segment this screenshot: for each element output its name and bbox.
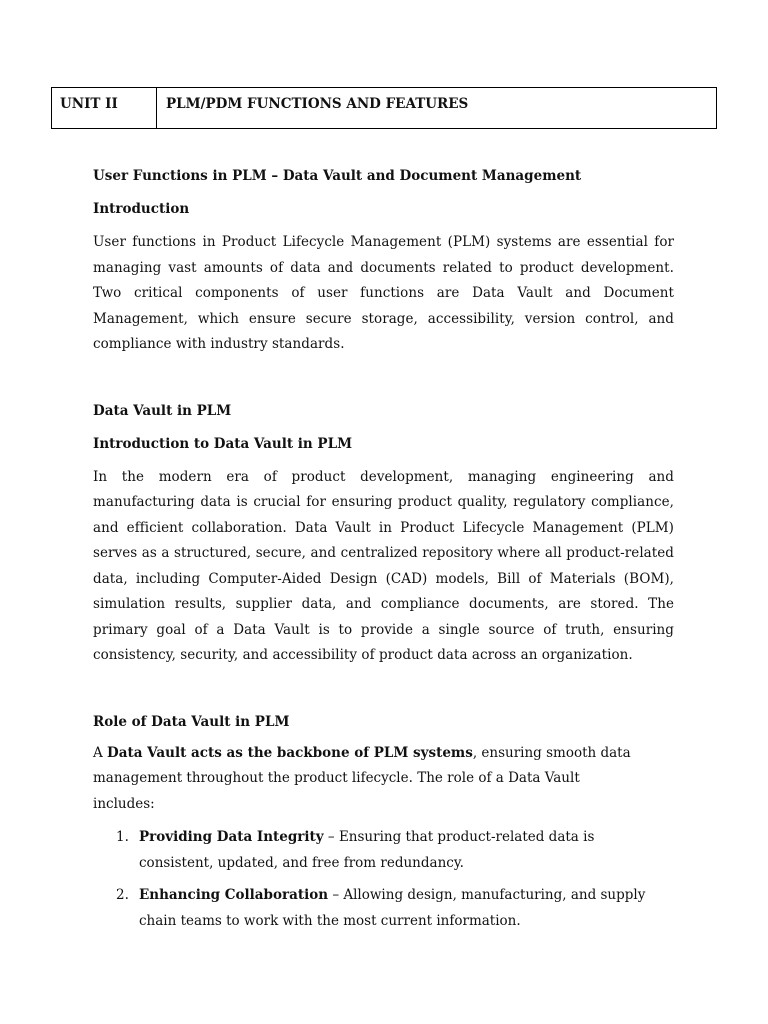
list-item bbox=[93, 883, 659, 934]
section-title: User Functions in PLM – Data Vault and Document Management bbox=[93, 168, 582, 184]
list-item-number: 1. bbox=[116, 829, 129, 845]
unit-title: PLM/PDM FUNCTIONS AND FEATURES bbox=[166, 96, 469, 112]
data-vault-paragraph: In the modern era of product development, managing engineering and manufacturing data is crucial for ensuring product quality, regulatory compliance, and efficient collaboration. Data Vault in Product Lifecycle Management (PLM) serves as a structured, secure, and centralized repository where all product-related data, including Computer-Aided Design (CAD) models, Bill of Materials (BOM), simulation results, supplier data, and compliance documents, are stored. The primary goal of a Data Vault is to provide a single source of truth, ensuring consistency, security, and accessibility of product data across an organization. bbox=[93, 468, 674, 663]
list-item bbox=[93, 825, 659, 876]
list-item-bold: Enhancing Collaboration bbox=[139, 887, 329, 903]
introduction-paragraph: User functions in Product Lifecycle Management (PLM) systems are essential for managing vast amounts of data and documents related to product development. Two critical components of user functions are Data Vault and Document Management, which ensure secure storage, accessibility, version control, and compliance with industry standards. bbox=[93, 234, 674, 352]
unit-label: UNIT II bbox=[52, 88, 157, 128]
role-list bbox=[93, 825, 674, 934]
role-lead-suffix: , ensuring smooth data management throughout the product lifecycle. The role of a Data Vault includes: bbox=[93, 744, 631, 812]
list-item-bold: Providing Data Integrity bbox=[139, 829, 324, 845]
introduction-heading: Introduction bbox=[93, 201, 190, 217]
document-body bbox=[93, 166, 674, 934]
unit-header-table bbox=[51, 87, 717, 129]
list-item-text: – Ensuring that product-related data is consistent, updated, and free from redundancy. bbox=[139, 829, 595, 871]
role-lead-paragraph bbox=[93, 741, 633, 818]
list-item-text: – Allowing design, manufacturing, and supply chain teams to work with the most current information. bbox=[139, 887, 646, 929]
data-vault-heading: Data Vault in PLM bbox=[93, 402, 232, 419]
role-heading: Role of Data Vault in PLM bbox=[93, 713, 290, 730]
data-vault-intro-heading: Introduction to Data Vault in PLM bbox=[93, 435, 353, 452]
role-lead-prefix: A bbox=[93, 744, 108, 761]
list-item-number: 2. bbox=[116, 887, 129, 903]
role-lead-bold: Data Vault acts as the backbone of PLM systems bbox=[107, 744, 473, 761]
